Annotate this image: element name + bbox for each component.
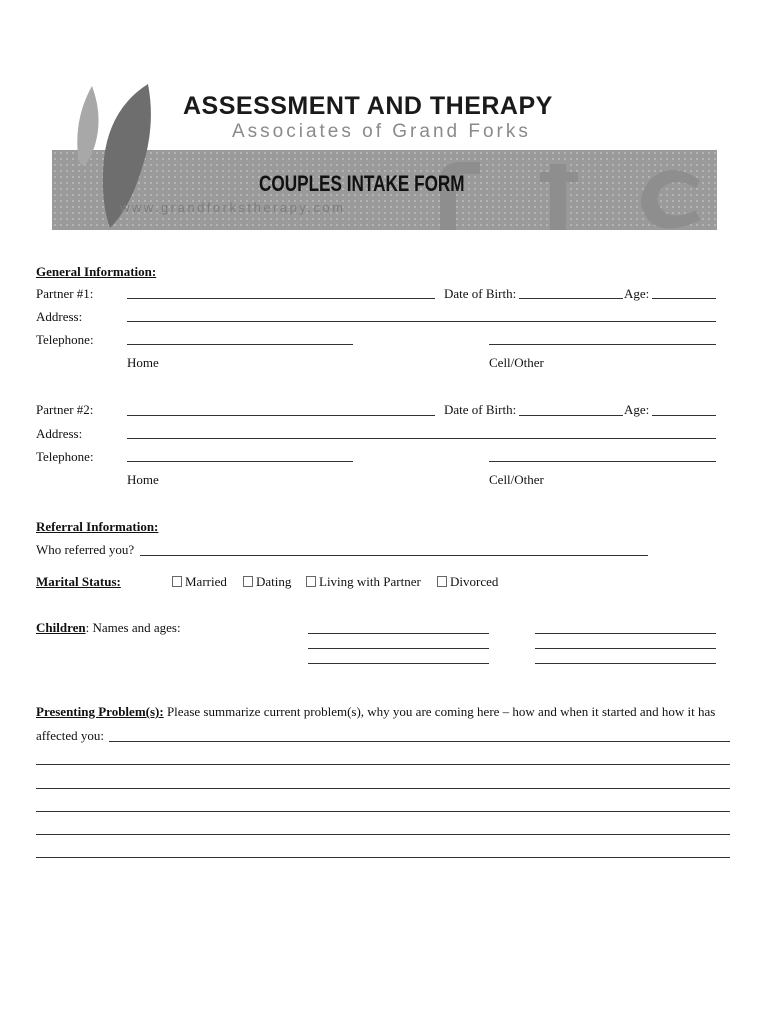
org-title: ASSESSMENT AND THERAPY [183,92,553,120]
partner1-dob-field[interactable] [519,298,623,299]
partner2-address-field[interactable] [127,438,716,439]
presenting-row [36,704,715,720]
partner1-address-field[interactable] [127,321,716,322]
marital-option-married[interactable] [172,574,227,590]
presenting-field[interactable] [36,788,730,789]
marital-label: Marital Status: [36,574,121,589]
partner1-cell-phone-field[interactable] [489,344,716,345]
child-field[interactable] [308,633,489,634]
child-field[interactable] [308,663,489,664]
referral-question: Who referred you? [36,542,135,557]
marital-option-living-with-partner[interactable] [306,574,421,590]
child-field[interactable] [535,663,716,664]
partner2-home-phone-field[interactable] [127,461,353,462]
presenting-label: Presenting Problem(s): [36,704,164,719]
partner2-label: Partner #2: [36,402,94,417]
partner1-name-field[interactable] [127,298,435,299]
checkbox-icon[interactable] [243,576,253,587]
partner1-address-label: Address: [36,309,83,324]
presenting-field[interactable] [36,811,730,812]
form-title: COUPLES INTAKE FORM [259,171,465,196]
presenting-field[interactable] [36,857,730,858]
referral-field[interactable] [140,555,648,556]
presenting-prompt-cont: affected you: [36,728,104,743]
checkbox-icon[interactable] [306,576,316,587]
partner2-name-field[interactable] [127,415,435,416]
partner1-home-phone-field[interactable] [127,344,353,345]
children-sublabel: : Names and ages: [85,620,181,635]
partner2-cell-phone-field[interactable] [489,461,716,462]
marital-option-label: Living with Partner [319,574,421,589]
partner1-home-label: Home [127,355,159,370]
child-field[interactable] [535,633,716,634]
partner2-age-label: Age: [624,402,650,417]
presenting-field[interactable] [36,834,730,835]
partner1-telephone-label: Telephone: [36,332,94,347]
marital-option-label: Married [185,574,227,589]
child-field[interactable] [535,648,716,649]
marital-option-label: Dating [256,574,292,589]
marital-option-dating[interactable] [243,574,291,590]
partner1-age-field[interactable] [652,298,716,299]
partner2-dob-label: Date of Birth: [444,402,517,417]
presenting-prompt: Please summarize current problem(s), why you are coming here – how and when it started and how it has [163,704,716,719]
presenting-field[interactable] [36,764,730,765]
partner1-dob-label: Date of Birth: [444,286,517,301]
partner2-dob-field[interactable] [519,415,623,416]
partner2-telephone-label: Telephone: [36,449,94,464]
partner1-cell-label: Cell/Other [489,355,544,370]
presenting-field[interactable] [109,741,730,742]
checkbox-icon[interactable] [437,576,447,587]
child-field[interactable] [308,648,489,649]
children-label-row [36,620,181,636]
checkbox-icon[interactable] [172,576,182,587]
partner2-home-label: Home [127,472,159,487]
marital-option-label: Divorced [450,574,499,589]
marital-option-divorced[interactable] [437,574,498,590]
partner2-cell-label: Cell/Other [489,472,544,487]
children-label: Children [36,620,86,635]
partner2-address-label: Address: [36,426,83,441]
org-subtitle: Associates of Grand Forks [232,121,531,142]
referral-heading: Referral Information: [36,519,159,534]
partner2-age-field[interactable] [652,415,716,416]
partner1-age-label: Age: [624,286,650,301]
website-text: www.grandforkstherapy.com [120,200,346,215]
general-heading: General Information: [36,264,157,279]
partner1-label: Partner #1: [36,286,94,301]
